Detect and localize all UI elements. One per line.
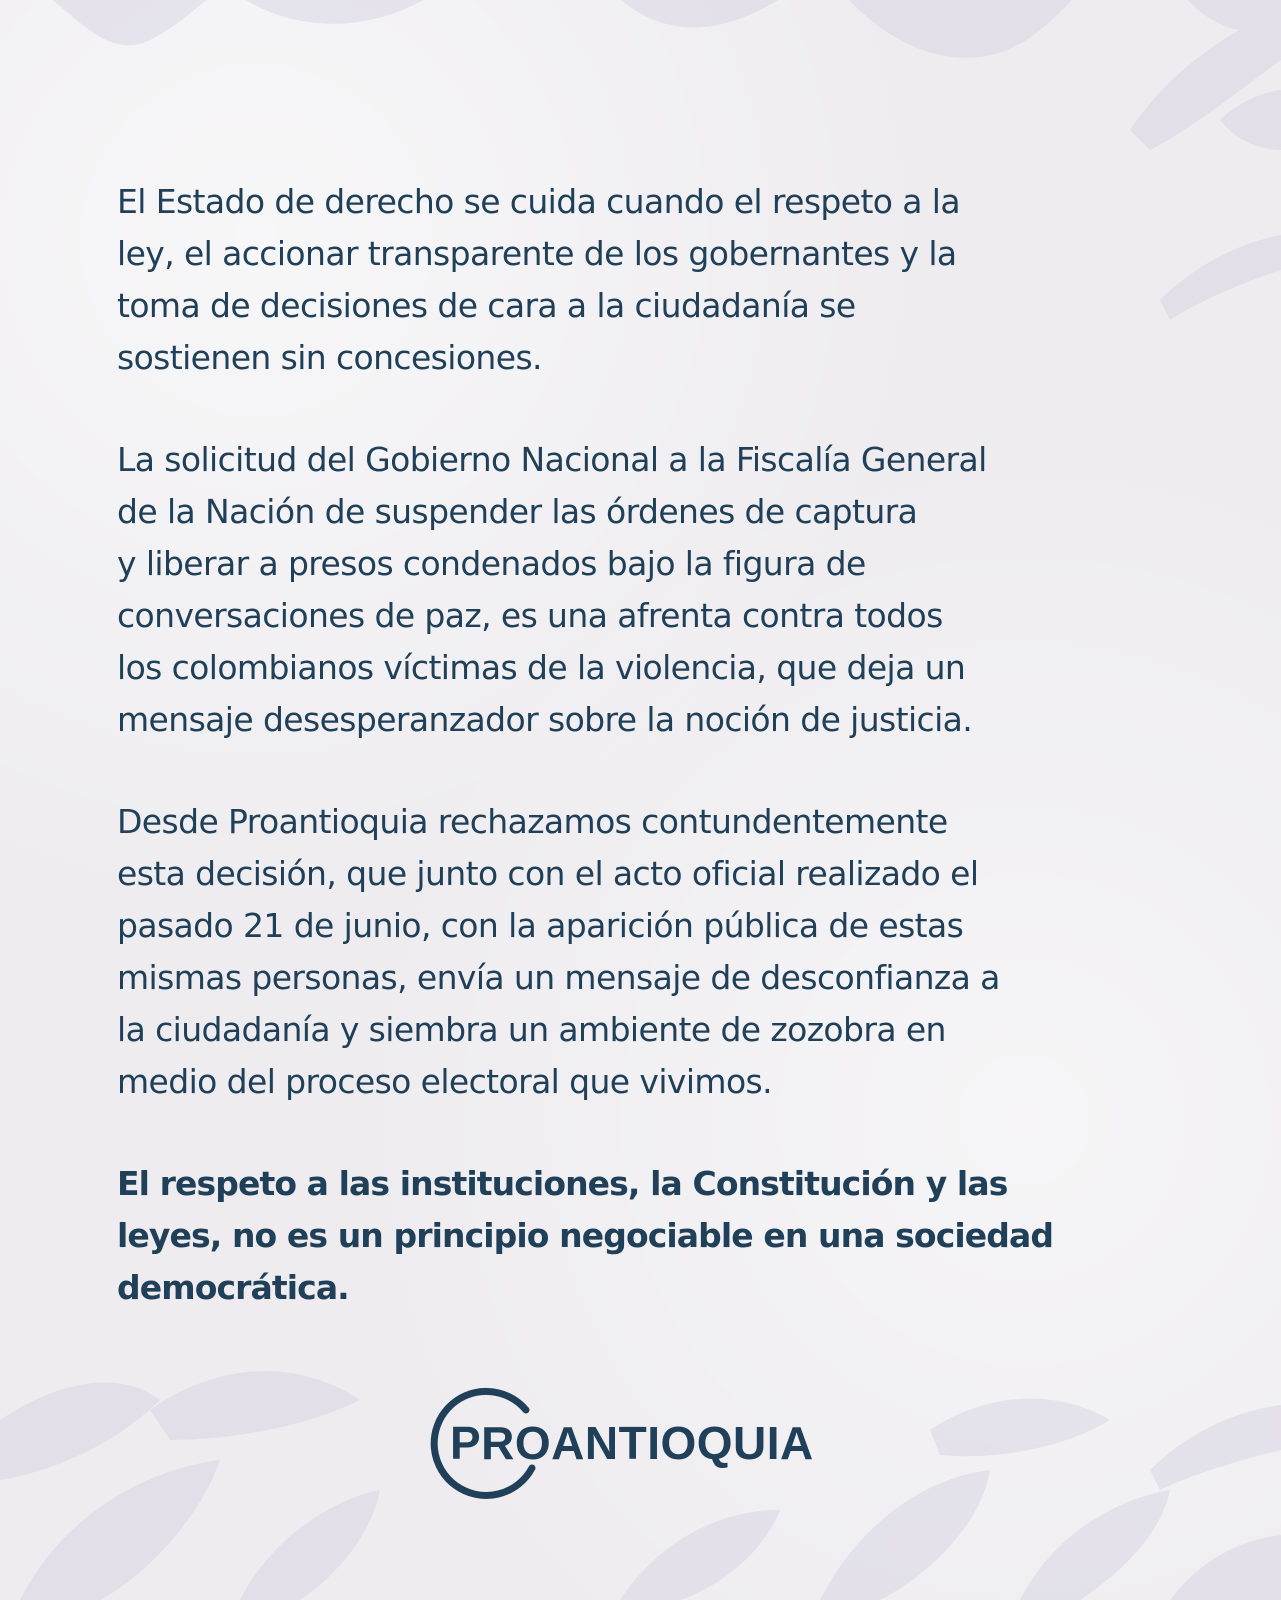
proantioquia-logo xyxy=(428,1384,858,1502)
logo-wordmark: PROANTIOQUIA xyxy=(450,1417,814,1469)
statement-text xyxy=(117,176,1177,1364)
paragraph-proantioquia-rejection: Desde Proantioquia rechazamos contundentemente esta decisión, que junto con el acto oficial realizado el pasado 21 de junio, con la aparición pública de estas mismas personas, envía un mensaje de desconfianza a la ciudadanía y siembra un ambiente de zozobra en medio del proceso electoral que vivimos. xyxy=(117,802,1000,1101)
paragraph-rule-of-law: El Estado de derecho se cuida cuando el respeto a la ley, el accionar transparente de los gobernantes y la toma de decisiones de cara a la ciudadanía se sostienen sin concesiones. xyxy=(117,182,960,377)
paragraph-government-request: La solicitud del Gobierno Nacional a la Fiscalía General de la Nación de suspender las órdenes de captura y liberar a presos condenados bajo la figura de conversaciones de paz, es una afrenta contra todos los colombianos víctimas de la violencia, que deja un mensaje desesperanzador sobre la noción de justicia. xyxy=(117,440,987,739)
paragraph-closing-statement: El respeto a las instituciones, la Constitución y las leyes, no es un principio negociable en una sociedad democrática. xyxy=(117,1164,1054,1307)
